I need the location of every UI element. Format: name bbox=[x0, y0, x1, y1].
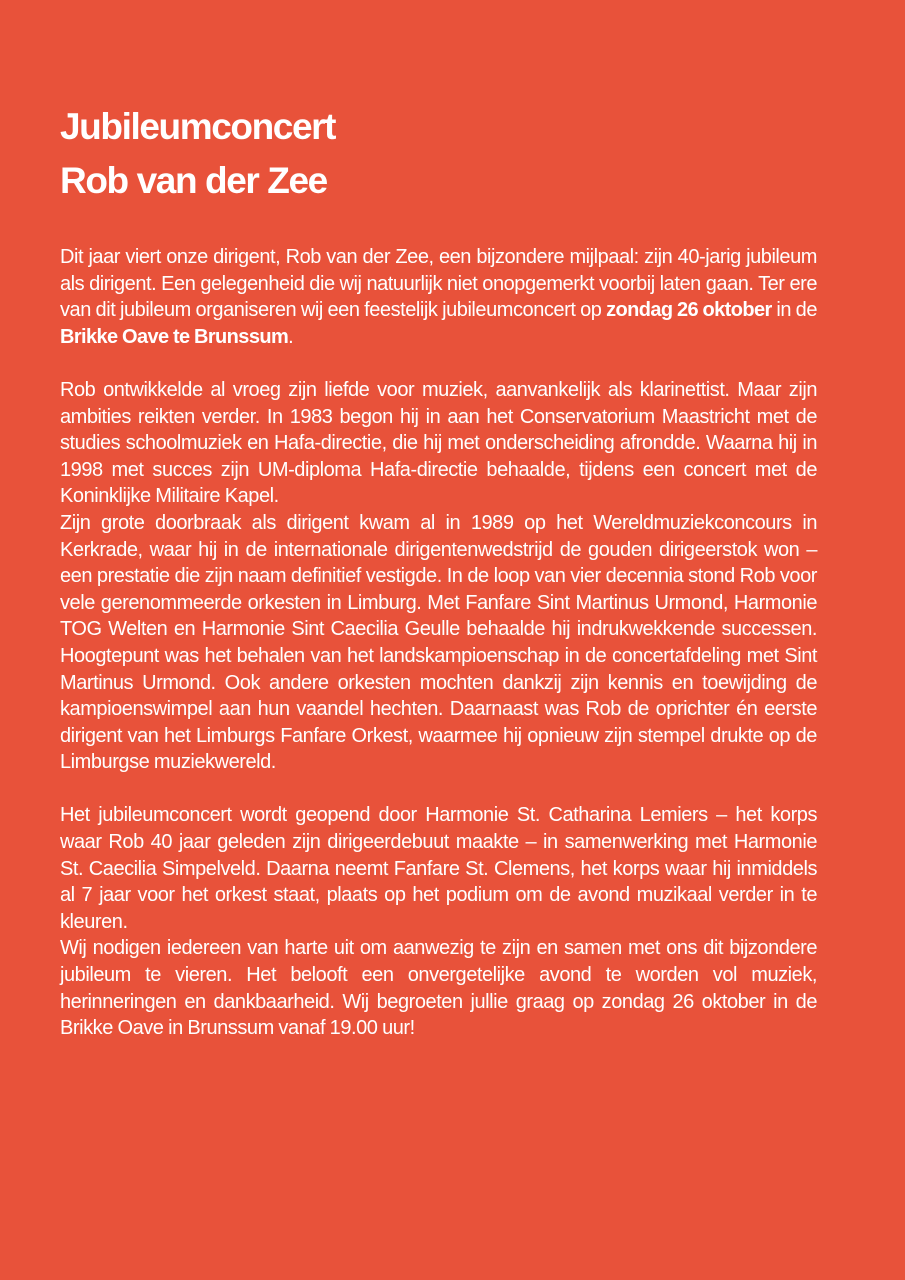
intro-text-3: . bbox=[288, 325, 294, 348]
concert-date: zondag 26 oktober bbox=[606, 299, 772, 322]
title-line-2: Rob van der Zee bbox=[60, 160, 327, 201]
title-line-1: Jubileumconcert bbox=[60, 106, 336, 147]
spacer bbox=[60, 776, 817, 803]
intro-paragraph bbox=[60, 244, 817, 350]
spacer bbox=[60, 208, 817, 244]
intro-text-2: in de bbox=[771, 299, 817, 322]
biography-paragraph-2: Zijn grote doorbraak als dirigent kwam al in 1989 op het Wereldmuziekconcours in Kerkrade, waar hij in de internationale dirigentenwedstrijd de gouden dirigeerstok won – een prestatie die zijn naam definitief vestigde. In de loop van vier decennia stond Rob voor vele gerenommeerde orkesten in Limburg. Met Fanfare Sint Martinus Urmond, Harmonie TOG Welten en Harmonie Sint Caecilia Geulle behaalde hij indrukwekkende successen. Hoogtepunt was het behalen van het landskampioenschap in de concertafdeling met Sint Martinus Urmond. Ook andere orkesten mochten dankzij zijn kennis en toewijding de kampioenswimpel aan hun vaandel hechten. Daarnaast was Rob de oprichter én eerste dirigent van het Limburgs Fanfare Orkest, waarmee hij opnieuw zijn stempel drukte op de Limburgse muziekwereld. bbox=[60, 511, 817, 774]
intro-text-1: Dit jaar viert onze dirigent, Rob van der Zee, een bijzondere mijlpaal: zijn 40-jarig jubileum als dirigent. Een gelegenheid die wij natuurlijk niet onopgemerkt voorbij laten gaan. Ter ere van dit jubileum organiseren wij een feestelijk jubileumconcert op bbox=[60, 246, 817, 322]
document-page bbox=[60, 100, 817, 1042]
page-title bbox=[60, 100, 817, 208]
program-paragraph-2: Wij nodigen iedereen van harte uit om aanwezig te zijn en samen met ons dit bijzondere jubileum te vieren. Het belooft een onvergetelijke avond te worden vol muziek, herinneringen en dankbaarheid. Wij begroeten jullie graag op zondag 26 oktober in de Brikke Oave in Brunssum vanaf 19.00 uur! bbox=[60, 937, 817, 1040]
concert-venue: Brikke Oave te Brunssum bbox=[60, 325, 289, 348]
program-paragraph-1: Het jubileumconcert wordt geopend door Harmonie St. Catharina Lemiers – het korps waar Rob 40 jaar geleden zijn dirigeerdebuut maakte – in samenwerking met Harmonie St. Caecilia Simpelveld. Daarna neemt Fanfare St. Clemens, het korps waar hij inmiddels al 7 jaar voor het orkest staat, plaats op het podium om de avond muzikaal verder in te kleuren. bbox=[60, 804, 817, 933]
biography-paragraph-1: Rob ontwikkelde al vroeg zijn liefde voor muziek, aanvankelijk als klarinettist. Maar zijn ambities reikten verder. In 1983 begon hij in aan het Conservatorium Maastricht met de studies schoolmuziek en Hafa-directie, die hij met onderscheiding afrondde. Waarna hij in 1998 met succes zijn UM-diploma Hafa-directie behaalde, tijdens een concert met de Koninklijke Militaire Kapel. bbox=[60, 378, 817, 508]
spacer bbox=[60, 350, 817, 377]
